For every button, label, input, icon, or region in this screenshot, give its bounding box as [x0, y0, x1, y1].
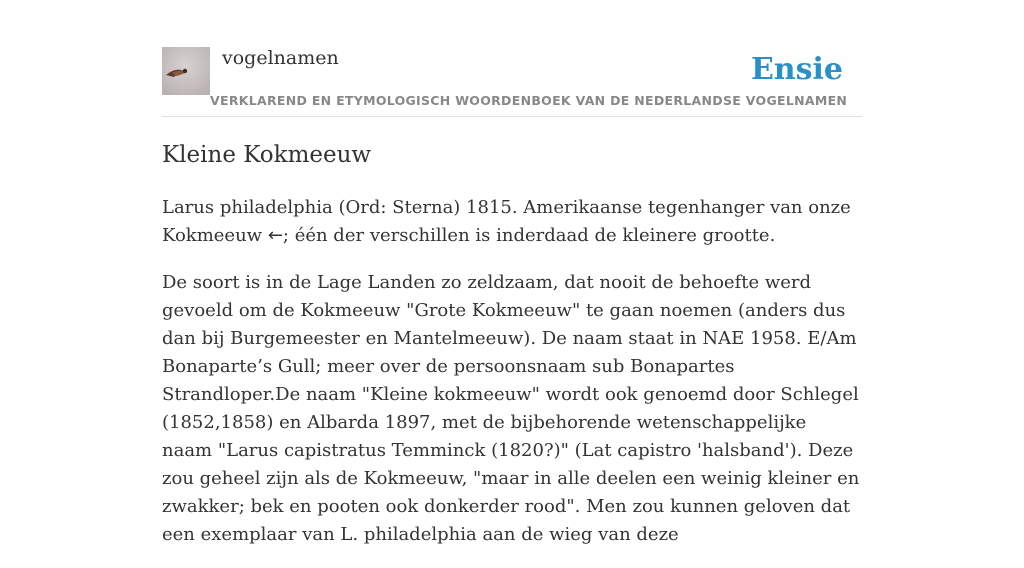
site-name[interactable]: vogelnamen: [222, 47, 339, 69]
article-paragraph-1: [162, 194, 862, 250]
article-content: [162, 138, 862, 568]
article-paragraph-2: De soort is in de Lage Landen zo zeldzaam, dat nooit de behoefte werd gevoeld om de Kokmeeuw "Grote Kokmeeuw" te gaan noemen (anders dus dan bij Burgemeester en Mantelmeeuw). De naam staat in NAE 1958. E/Am Bonaparte’s Gull; meer over de persoonsnaam sub Bonapartes Strandloper.De naam "Kleine kokmeeuw" wordt ook genoemd door Schlegel (1852,1858) en Albarda 1897, met de bijbehorende wetenschappelijke naam "Larus capistratus Temminck (1820?)" (Lat capistro 'halsband'). Deze zou geheel zijn als de Kokmeeuw, "maar in alle deelen een weinig kleiner en zwakker; bek en pooten ook donkerder rood". Men zou kunnen geloven dat een exemplaar van L. philadelphia aan de wieg van deze: [162, 272, 860, 545]
brand-logo[interactable]: Ensie: [750, 52, 843, 87]
bird-photo: [162, 47, 210, 95]
site-tagline: VERKLAREND EN ETYMOLOGISCH WOORDENBOEK VAN DE NEDERLANDSE VOGELNAMEN: [210, 93, 848, 108]
paragraph-1-text-b: ; één der verschillen is inderdaad de kleinere grootte.: [282, 225, 776, 246]
paragraph-1-text-a: Larus philadelphia (Ord: Sterna) 1815. Amerikaanse tegenhanger van onze Kokmeeuw: [162, 197, 851, 246]
bird-avatar-icon[interactable]: [162, 47, 210, 95]
article-title: Kleine Kokmeeuw: [162, 142, 372, 168]
site-header: [162, 0, 862, 117]
arrow-left-icon[interactable]: ←: [267, 225, 283, 246]
